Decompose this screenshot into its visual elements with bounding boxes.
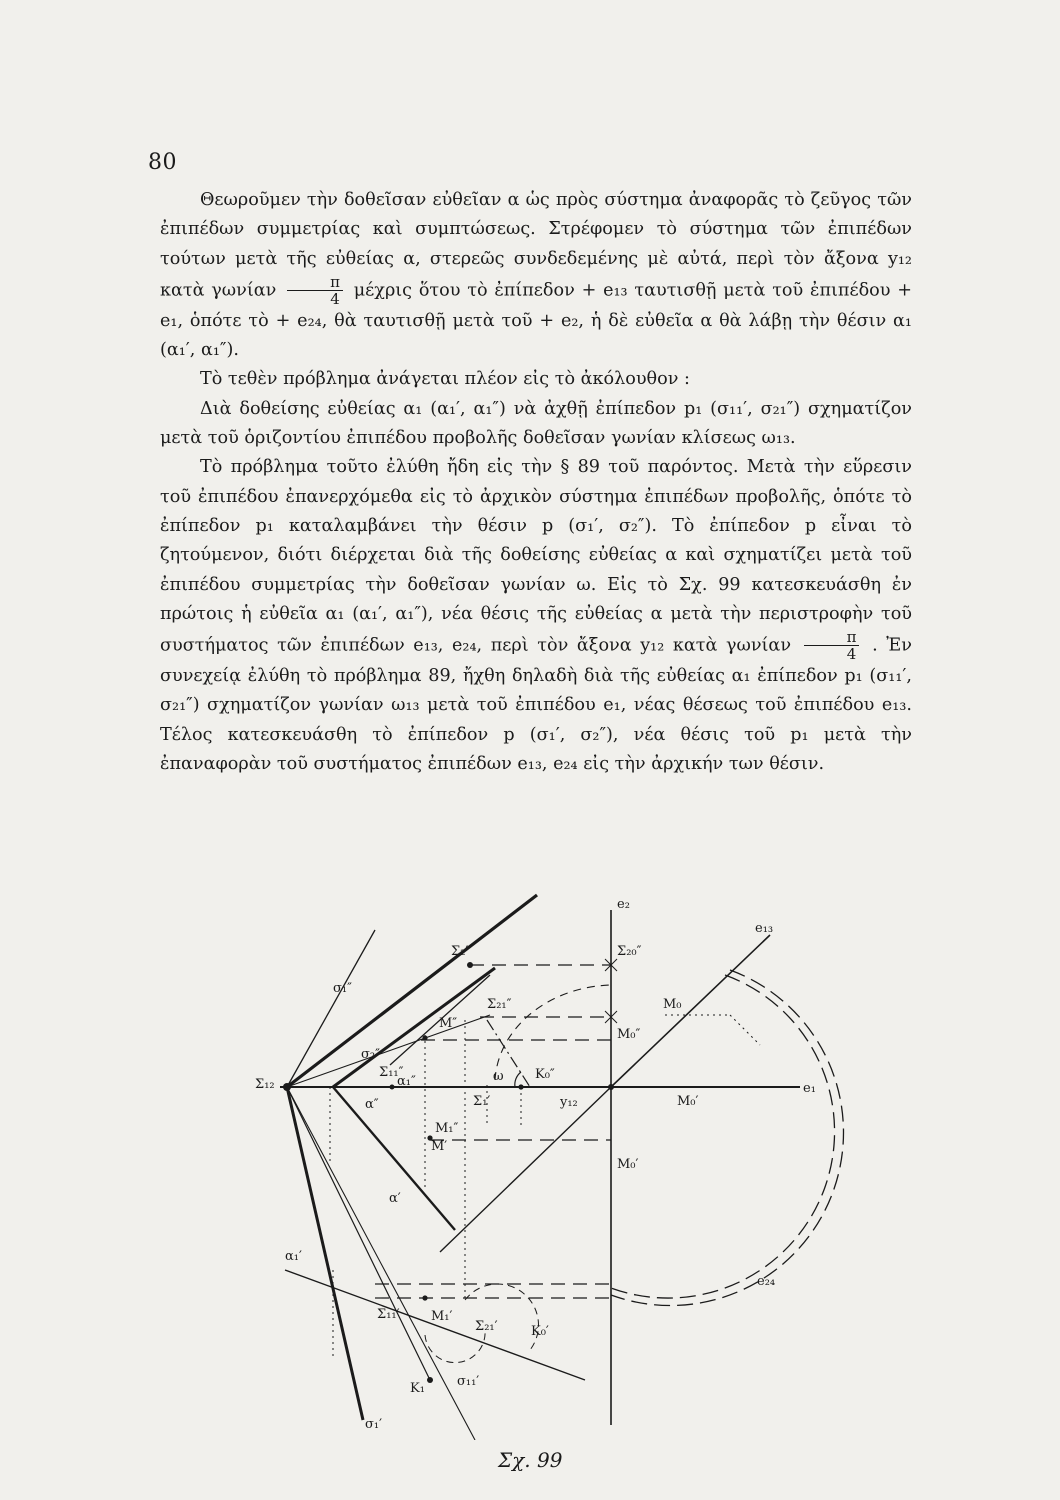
label-s11pp: Σ₁₁″ (379, 1065, 404, 1080)
trace-sigma2pp (287, 895, 537, 1087)
label-s11p: Σ₁₁′ (377, 1307, 400, 1322)
paragraph-4-part-a: Τὸ πρόβλημα τοῦτο ἐλύθη ἤδη εἰς τὴν § 89 τοῦ παρόντος. Μετὰ τὴν εὕρεσιν τοῦ ἐπιπέδου ἐπανερχόμεθα εἰς τὸ ἀρχικὸν σύστημα ἐπιπέδων προβολῆς, ὁπότε τὸ ἐπίπεδον p₁ καταλαμβάνει τὴν θέσιν p (σ₁′, σ₂″). Τὸ ἐπίπεδον p εἶναι τὸ ζητούμενον, διότι διέρχεται διὰ τῆς δοθείσης εὐθείας α καὶ σχηματίζει μετὰ τοῦ ἐπιπέδου συμμετρίας τὴν δοθεῖσαν γωνίαν ω. Εἰς τὸ Σχ. 99 κατεσκευάσθη ἐν πρώτοις ἡ εὐθεῖα α₁ (α₁′, α₁″), νέα θέσις τῆς εὐθείας α μετὰ τὴν περιστροφὴν τοῦ συστήματος τῶν ἐπιπέδων e₁₃, e₂₄, περὶ τὸν ἄξονα y₁₂ κατὰ γωνίαν (160, 457, 912, 656)
label-k0p: K₀′ (531, 1324, 549, 1339)
arc-lower (425, 1330, 485, 1363)
paragraph-1 (160, 186, 912, 365)
point-k0pp (518, 1084, 523, 1089)
label-e1: e₁ (803, 1081, 816, 1096)
label-s11p-trace: σ₁₁′ (457, 1374, 480, 1389)
body-text (160, 186, 912, 779)
point-mpp (422, 1035, 427, 1040)
label-s21p: Σ₂₁′ (475, 1319, 498, 1334)
label-ap: α′ (389, 1191, 401, 1206)
label-app: α″ (365, 1097, 379, 1112)
label-e24: e₂₄ (757, 1274, 776, 1289)
label-m0: M₀ (663, 997, 682, 1012)
point-s12 (283, 1083, 291, 1091)
fraction-denominator: 4 (846, 645, 857, 664)
label-m0p-low: M₀′ (617, 1157, 639, 1172)
paragraph-2: Τὸ τεθὲν πρόβλημα ἀνάγεται πλέον εἰς τὸ ἀκόλουθον : (200, 369, 690, 390)
paragraph-1-part-b: μέχρις ὅτου τὸ ἐπίπεδον + e₁₃ ταυτισθῇ μετὰ τοῦ ἐπιπέδου + e₁, ὁπότε τὸ + e₂₄, θὰ ταυτισθῇ μετὰ τοῦ + e₂, ἡ δὲ εὐθεῖα α θὰ λάβῃ τὴν θέσιν α₁ (α₁′, α₁″). (160, 280, 912, 361)
paragraph-4 (160, 453, 912, 779)
label-s21pp: Σ₂₁″ (487, 997, 512, 1012)
point-s11pp (390, 1085, 395, 1090)
double-arc-outer (611, 970, 843, 1306)
label-s2pp: Σ₂″ (451, 944, 471, 959)
dotted-diag-m0-2 (730, 1015, 760, 1045)
label-mp: M′ (431, 1139, 448, 1154)
trace-sigma1pp (287, 930, 375, 1087)
label-k0pp: K₀″ (535, 1067, 555, 1082)
fraction-denominator: 4 (330, 289, 340, 308)
axis-e24-lower (440, 1087, 611, 1252)
label-e13: e₁₃ (755, 921, 774, 936)
label-s12: Σ₁₂ (255, 1077, 275, 1092)
label-s20pp: Σ₂₀″ (617, 944, 642, 959)
trace-sigma1p (287, 1087, 430, 1380)
fraction-numerator: π (287, 274, 343, 291)
label-s1p-trace: σ₁′ (365, 1417, 383, 1432)
page-number: 80 (148, 150, 177, 175)
label-omega: ω (493, 1069, 504, 1084)
label-s1pp: σ₁″ (333, 981, 352, 996)
label-m1pp: M₁″ (435, 1121, 459, 1136)
paragraph-3: Διὰ δοθείσης εὐθείας α₁ (α₁′, α₁″) νὰ ἀχθῇ ἐπίπεδον p₁ (σ₁₁′, σ₂₁″) σχηματίζον μετὰ τοῦ ὁριζοντίου ἐπιπέδου προβολῆς δοθεῖσαν γωνίαν κλίσεως ω₁₃. (160, 398, 912, 449)
figure-caption: Σχ. 99 (498, 1448, 563, 1472)
label-e2: e₂ (617, 897, 630, 912)
label-s1p: Σ₁′ (473, 1094, 491, 1109)
fraction-pi-over-4-second (804, 629, 860, 662)
double-arc-inner (611, 975, 835, 1298)
label-y12: y₁₂ (560, 1095, 578, 1110)
label-mpp: M″ (439, 1016, 458, 1031)
point-m1p (422, 1295, 427, 1300)
point-origin (608, 1084, 614, 1090)
label-m1p: M₁′ (431, 1309, 453, 1324)
label-a1pp: α₁″ (397, 1074, 416, 1089)
label-a1p: α₁′ (285, 1249, 302, 1264)
fraction-pi-over-4 (287, 274, 343, 307)
label-k1: K₁ (410, 1381, 425, 1396)
line-alpha-pp (333, 968, 495, 1087)
point-s2pp (467, 962, 473, 968)
arc-m0-upper (495, 985, 611, 1080)
point-k1 (427, 1377, 433, 1383)
paragraph-1-part-a: Θεωροῦμεν τὴν δοθεῖσαν εὐθεῖαν α ὡς πρὸς σύστημα ἀναφορᾶς τὸ ζεῦγος τῶν ἐπιπέδων συμμετρίας καὶ συμπτώσεως. Στρέφομεν τὸ σύστημα τῶν ἐπιπέδων τούτων μετὰ τῆς εὐθείας α, στερεῶς συνδεδεμένης μὲ αὐτά, περὶ τὸν ἄξονα y₁₂ κατὰ γωνίαν (160, 190, 912, 301)
paragraph-4-part-b: . Ἐν συνεχείᾳ ἐλύθη τὸ πρόβλημα 89, ἤχθη δηλαδὴ διὰ τῆς εὐθείας α₁ ἐπίπεδον p₁ (σ₁₁′, σ₂₁″) σχηματίζον γωνίαν ω₁₃ μετὰ τοῦ ἐπιπέδου e₁, νέας θέσεως τοῦ ἐπιπέδου e₁₃. Τέλος κατεσκευάσθη τὸ ἐπίπεδον p (σ₁′, σ₂″), νέα θέσις τοῦ p₁ μετὰ τὴν ἐπαναφορὰν τοῦ συστήματος ἐπιπέδων e₁₃, e₂₄ εἰς τὴν ἀρχικήν των θέσιν. (160, 635, 912, 775)
figure-99-diagram (225, 880, 845, 1440)
label-s2pp-trace: σ₂″ (361, 1047, 380, 1062)
label-m0pp: M₀″ (617, 1027, 641, 1042)
label-m0p-right: M₀′ (677, 1094, 699, 1109)
fraction-numerator: π (804, 629, 860, 646)
